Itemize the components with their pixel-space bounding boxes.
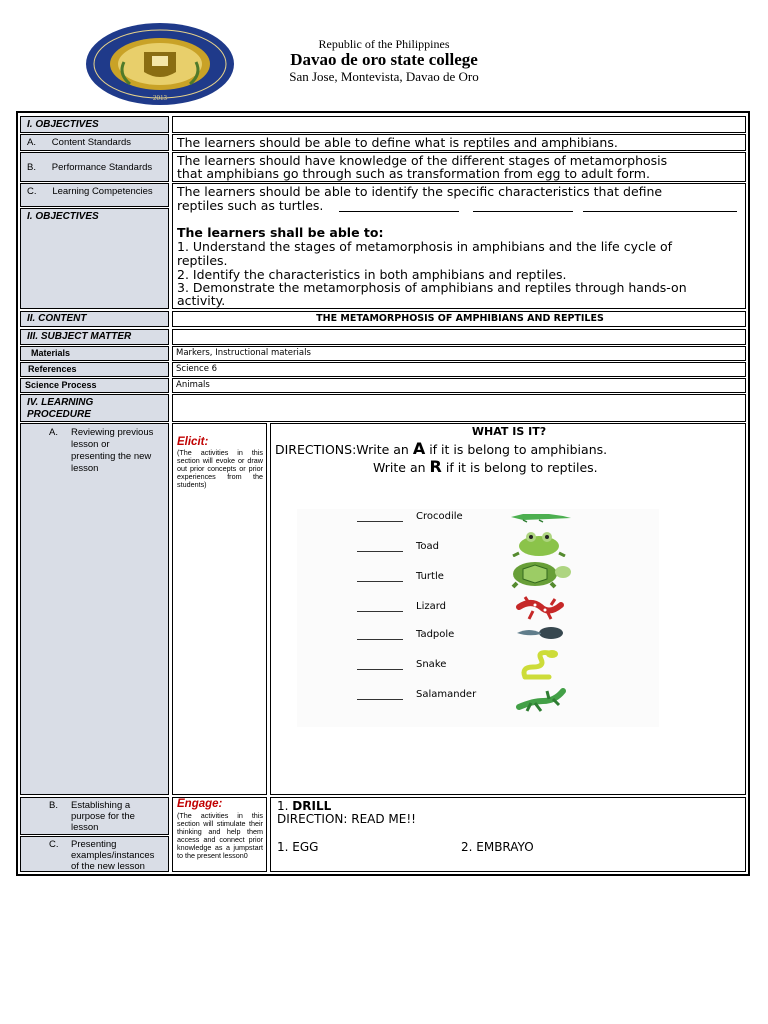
- procedure-label-line-1: IV. LEARNING: [27, 397, 94, 408]
- objectives-label-cell: [20, 116, 169, 133]
- directions-line-r: [373, 457, 598, 476]
- content-title-cell: [172, 311, 746, 327]
- science-process-value: Animals: [176, 380, 210, 390]
- directions-a-suffix: if it is belong to amphibians.: [429, 442, 608, 457]
- performance-standards-label-cell: [20, 152, 169, 182]
- reviewing-label-cell: [20, 423, 169, 795]
- college-seal-logo: [84, 22, 236, 106]
- objectives-2-label-cell: [20, 208, 169, 309]
- snake-icon: [519, 649, 563, 681]
- animal-toad: Toad: [416, 541, 440, 552]
- elicit-title: Elicit:: [177, 436, 209, 448]
- reviewing-line-3: presenting the new: [71, 451, 152, 462]
- objective-3b: activity.: [177, 293, 226, 308]
- underline-3: [583, 211, 737, 212]
- elicit-cell: [172, 423, 267, 795]
- presenting-line-3: of the new lesson: [71, 861, 145, 872]
- materials-cell: [172, 346, 746, 361]
- objectives-label: I. OBJECTIVES: [27, 119, 99, 130]
- drill-number: 1.: [277, 799, 289, 813]
- tadpole-icon: [515, 625, 567, 641]
- animal-turtle: Turtle: [416, 571, 444, 582]
- animal-salamander: Salamander: [416, 689, 477, 700]
- references-value: Science 6: [176, 364, 218, 374]
- establishing-line-1: Establishing a: [71, 800, 131, 811]
- competencies-objectives-cell: [172, 183, 746, 309]
- content-standards-label-cell: [20, 134, 169, 151]
- engage-title: Engage:: [177, 798, 223, 810]
- drill-heading: [277, 799, 331, 813]
- what-is-it-title: WHAT IS IT?: [471, 425, 547, 438]
- objectives-header-empty: [172, 116, 746, 133]
- learning-competencies-line-2: reptiles such as turtles.: [177, 198, 324, 213]
- subject-matter-empty: [172, 329, 746, 345]
- content-standards-label: A. Content Standards: [27, 137, 132, 148]
- performance-standards-line-2: that amphibians go through such as transformation from egg to adult form.: [177, 166, 650, 181]
- materials-label: Materials: [31, 348, 71, 358]
- subject-matter-label-cell: [20, 329, 169, 345]
- performance-standards-cell: [172, 152, 746, 182]
- directions-r-suffix: if it is belong to reptiles.: [445, 460, 598, 475]
- engage-cell: [172, 797, 267, 872]
- toad-icon: [509, 531, 569, 557]
- answer-blank-turtle[interactable]: [357, 580, 403, 582]
- answer-blank-lizard[interactable]: [357, 610, 403, 612]
- presenting-letter: C.: [49, 839, 59, 850]
- animal-crocodile: Crocodile: [416, 511, 463, 522]
- letter-r: R: [429, 457, 442, 476]
- presenting-line-2: examples/instances: [71, 850, 155, 861]
- engage-note: (The activities in this section will stimulate their thinking and help them access and connect prior knowledge as a jumpstart to the present lesson0: [177, 811, 263, 860]
- learning-competencies-label: C. Learning Competencies: [27, 186, 153, 197]
- animal-tadpole: Tadpole: [416, 629, 455, 640]
- header-address: San Jose, Montevista, Davao de Oro: [289, 69, 479, 84]
- materials-label-cell: [20, 346, 169, 361]
- letter-a: A: [412, 439, 426, 458]
- shall-heading: The learners shall be able to:: [177, 225, 384, 240]
- materials-value: Markers, Instructional materials: [176, 348, 311, 358]
- animal-snake: Snake: [416, 659, 447, 670]
- science-process-label: Science Process: [25, 380, 97, 390]
- procedure-label-line-2: PROCEDURE: [27, 409, 91, 420]
- drill-item-2: 2. EMBRAYO: [461, 840, 534, 854]
- lizard-icon: [515, 593, 565, 623]
- learning-competencies-line-1: The learners should be able to identify the specific characteristics that define: [177, 184, 663, 199]
- animal-lizard: Lizard: [416, 601, 447, 612]
- answer-blank-crocodile[interactable]: [357, 520, 403, 522]
- turtle-icon: [505, 559, 573, 589]
- drill-cell: [270, 797, 746, 872]
- underline-1: [339, 211, 459, 212]
- establishing-letter: B.: [49, 800, 58, 811]
- objective-2: 2. Identify the characteristics in both amphibians and reptiles.: [177, 267, 567, 282]
- write-an: Write an: [373, 460, 426, 475]
- reviewing-line-2: lesson or: [71, 439, 110, 450]
- objectives-2-label: I. OBJECTIVES: [27, 211, 99, 222]
- seal-year: 2013: [153, 94, 167, 102]
- science-process-cell: [172, 378, 746, 393]
- salamander-icon: [515, 685, 567, 715]
- objective-1a: 1. Understand the stages of metamorphosis in amphibians and the life cycle of: [177, 239, 673, 254]
- animal-worksheet-image: [297, 509, 659, 727]
- presenting-line-1: Presenting: [71, 839, 117, 850]
- drill-label: DRILL: [292, 799, 332, 813]
- crocodile-icon: [509, 509, 573, 523]
- directions-line-a: [275, 439, 607, 458]
- procedure-label-cell: [20, 394, 169, 422]
- header-republic: Republic of the Philippines: [318, 37, 450, 51]
- references-cell: [172, 362, 746, 377]
- performance-standards-label: B. Performance Standards: [27, 162, 153, 173]
- elicit-note: (The activities in this section will evoke or draw out prior concepts or prior experiences from the students): [177, 448, 263, 489]
- learning-competencies-label-cell: [20, 183, 169, 207]
- references-label-cell: [20, 362, 169, 377]
- establishing-line-2: purpose for the: [71, 811, 135, 822]
- what-is-it-cell: [270, 423, 746, 795]
- answer-blank-toad[interactable]: [357, 550, 403, 552]
- content-standards-cell: [172, 134, 746, 151]
- performance-standards-line-1: The learners should have knowledge of the different stages of metamorphosis: [177, 153, 668, 168]
- answer-blank-tadpole[interactable]: [357, 638, 403, 640]
- establishing-label-cell: [20, 797, 169, 835]
- header-college-name: Davao de oro state college: [290, 50, 478, 69]
- drill-direction: DIRECTION: READ ME!!: [277, 812, 416, 826]
- references-label: References: [28, 364, 77, 374]
- establishing-line-3: lesson: [71, 822, 99, 833]
- content-standards-text: The learners should be able to define what is reptiles and amphibians.: [177, 135, 618, 150]
- reviewing-letter: A.: [49, 427, 58, 438]
- content-title: THE METAMORPHOSIS OF AMPHIBIANS AND REPTILES: [316, 313, 604, 324]
- answer-blank-snake[interactable]: [357, 668, 403, 670]
- objective-1b: reptiles.: [177, 253, 228, 268]
- reviewing-line-1: Reviewing previous: [71, 427, 154, 438]
- reviewing-line-4: lesson: [71, 463, 99, 474]
- subject-matter-label: III. SUBJECT MATTER: [27, 331, 132, 342]
- underline-2: [473, 211, 573, 212]
- content-label-cell: [20, 311, 169, 327]
- objective-3a: 3. Demonstrate the metamorphosis of amphibians and reptiles through hands-on: [177, 280, 687, 295]
- presenting-label-cell: [20, 836, 169, 872]
- science-process-label-cell: [20, 378, 169, 393]
- directions-prefix: DIRECTIONS:Write an: [275, 442, 409, 457]
- content-label: II. CONTENT: [27, 313, 87, 324]
- drill-item-1: 1. EGG: [277, 840, 319, 854]
- procedure-header-empty: [172, 394, 746, 422]
- answer-blank-salamander[interactable]: [357, 698, 403, 700]
